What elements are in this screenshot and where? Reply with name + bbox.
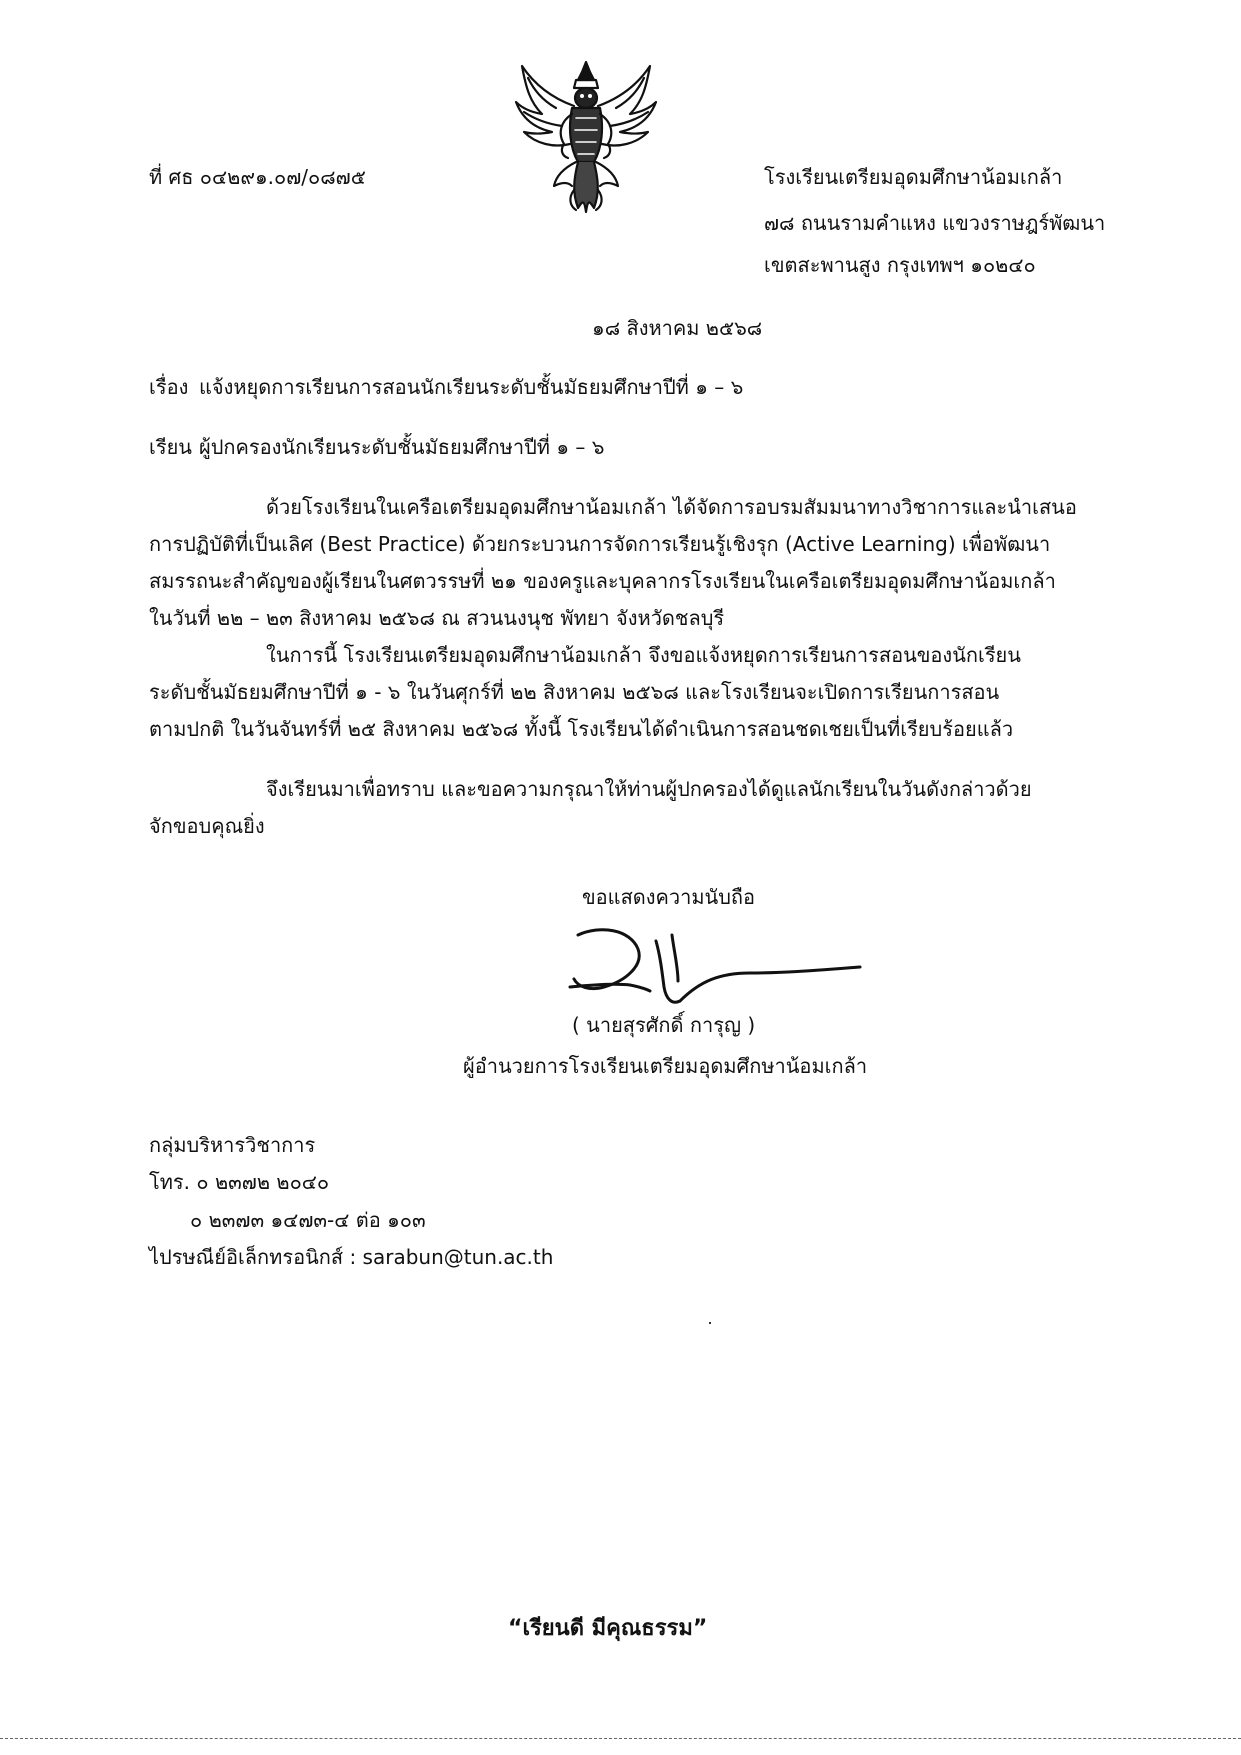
body-para2-line3: ตามปกติ ในวันจันทร์ที่ ๒๕ สิงหาคม ๒๕๖๘ ทั้งนี้ โรงเรียนได้ดำเนินการสอนชดเชยเป็นที่เรียบร้อยแล้ว bbox=[149, 717, 1014, 741]
signer-name: ( นายสุรศักดิ์ การุญ ) bbox=[572, 1013, 756, 1037]
school-name: โรงเรียนเตรียมอุดมศึกษาน้อมเกล้า bbox=[764, 165, 1063, 189]
footer-divider bbox=[0, 1738, 1241, 1739]
body-para1-line4: ในวันที่ ๒๒ – ๒๓ สิงหาคม ๒๕๖๘ ณ สวนนงนุช พัทยา จังหวัดชลบุรี bbox=[149, 606, 725, 630]
garuda-emblem-icon bbox=[512, 58, 660, 218]
body-para3-line1: จึงเรียนมาเพื่อทราบ และขอความกรุณาให้ท่านผู้ปกครองได้ดูแลนักเรียนในวันดังกล่าวด้วย bbox=[266, 777, 1032, 801]
body-para1-line3: สมรรถนะสำคัญของผู้เรียนในศตวรรษที่ ๒๑ ของครูและบุคลากรโรงเรียนในเครือเตรียมอุดมศึกษาน้อมเกล้า bbox=[149, 569, 1056, 593]
contact-phone1: โทร. ๐ ๒๓๗๒ ๒๐๔๐ bbox=[149, 1170, 330, 1194]
body-para1-line1: ด้วยโรงเรียนในเครือเตรียมอุดมศึกษาน้อมเกล้า ได้จัดการอบรมสัมมนาทางวิชาการและนำเสนอ bbox=[266, 495, 1077, 519]
recipient-label: เรียน bbox=[149, 435, 192, 459]
document-date: ๑๘ สิงหาคม ๒๕๖๘ bbox=[592, 316, 763, 340]
signer-position: ผู้อำนวยการโรงเรียนเตรียมอุดมศึกษาน้อมเกล้า bbox=[463, 1054, 868, 1078]
body-para2-line2: ระดับชั้นมัธยมศึกษาปีที่ ๑ - ๖ ในวันศุกร์ที่ ๒๒ สิงหาคม ๒๕๖๘ และโรงเรียนจะเปิดการเรียนการสอน bbox=[149, 680, 1000, 704]
handwritten-signature bbox=[560, 915, 870, 1015]
contact-department: กลุ่มบริหารวิชาการ bbox=[149, 1133, 316, 1157]
subject-label: เรื่อง bbox=[149, 375, 189, 399]
body-para2-line1: ในการนี้ โรงเรียนเตรียมอุดมศึกษาน้อมเกล้า จึงขอแจ้งหยุดการเรียนการสอนของนักเรียน bbox=[266, 643, 1021, 667]
document-number: ที่ ศธ ๐๔๒๙๑.๐๗/๐๘๗๕ bbox=[149, 165, 366, 189]
contact-email: ไปรษณีย์อิเล็กทรอนิกส์ : sarabun@tun.ac.th bbox=[149, 1245, 554, 1269]
closing-salutation: ขอแสดงความนับถือ bbox=[582, 885, 756, 909]
body-para3-line2: จักขอบคุณยิ่ง bbox=[149, 814, 265, 838]
contact-phone2: ๐ ๒๓๗๓ ๑๔๗๓-๔ ต่อ ๑๐๓ bbox=[190, 1208, 426, 1232]
speck-mark bbox=[709, 1322, 711, 1324]
recipient-text: ผู้ปกครองนักเรียนระดับชั้นมัธยมศึกษาปีที่ ๑ – ๖ bbox=[199, 435, 605, 459]
body-para1-line2: การปฏิบัติที่เป็นเลิศ (Best Practice) ด้วยกระบวนการจัดการเรียนรู้เชิงรุก (Active Learning) เพื่อพัฒนา bbox=[149, 532, 1051, 556]
school-address-line2: เขตสะพานสูง กรุงเทพฯ ๑๐๒๔๐ bbox=[764, 253, 1036, 277]
school-motto: “เรียนดี มีคุณธรรม” bbox=[508, 1616, 708, 1641]
subject-text: แจ้งหยุดการเรียนการสอนนักเรียนระดับชั้นมัธยมศึกษาปีที่ ๑ – ๖ bbox=[199, 375, 744, 399]
school-address-line1: ๗๘ ถนนรามคำแหง แขวงราษฎร์พัฒนา bbox=[764, 211, 1106, 235]
